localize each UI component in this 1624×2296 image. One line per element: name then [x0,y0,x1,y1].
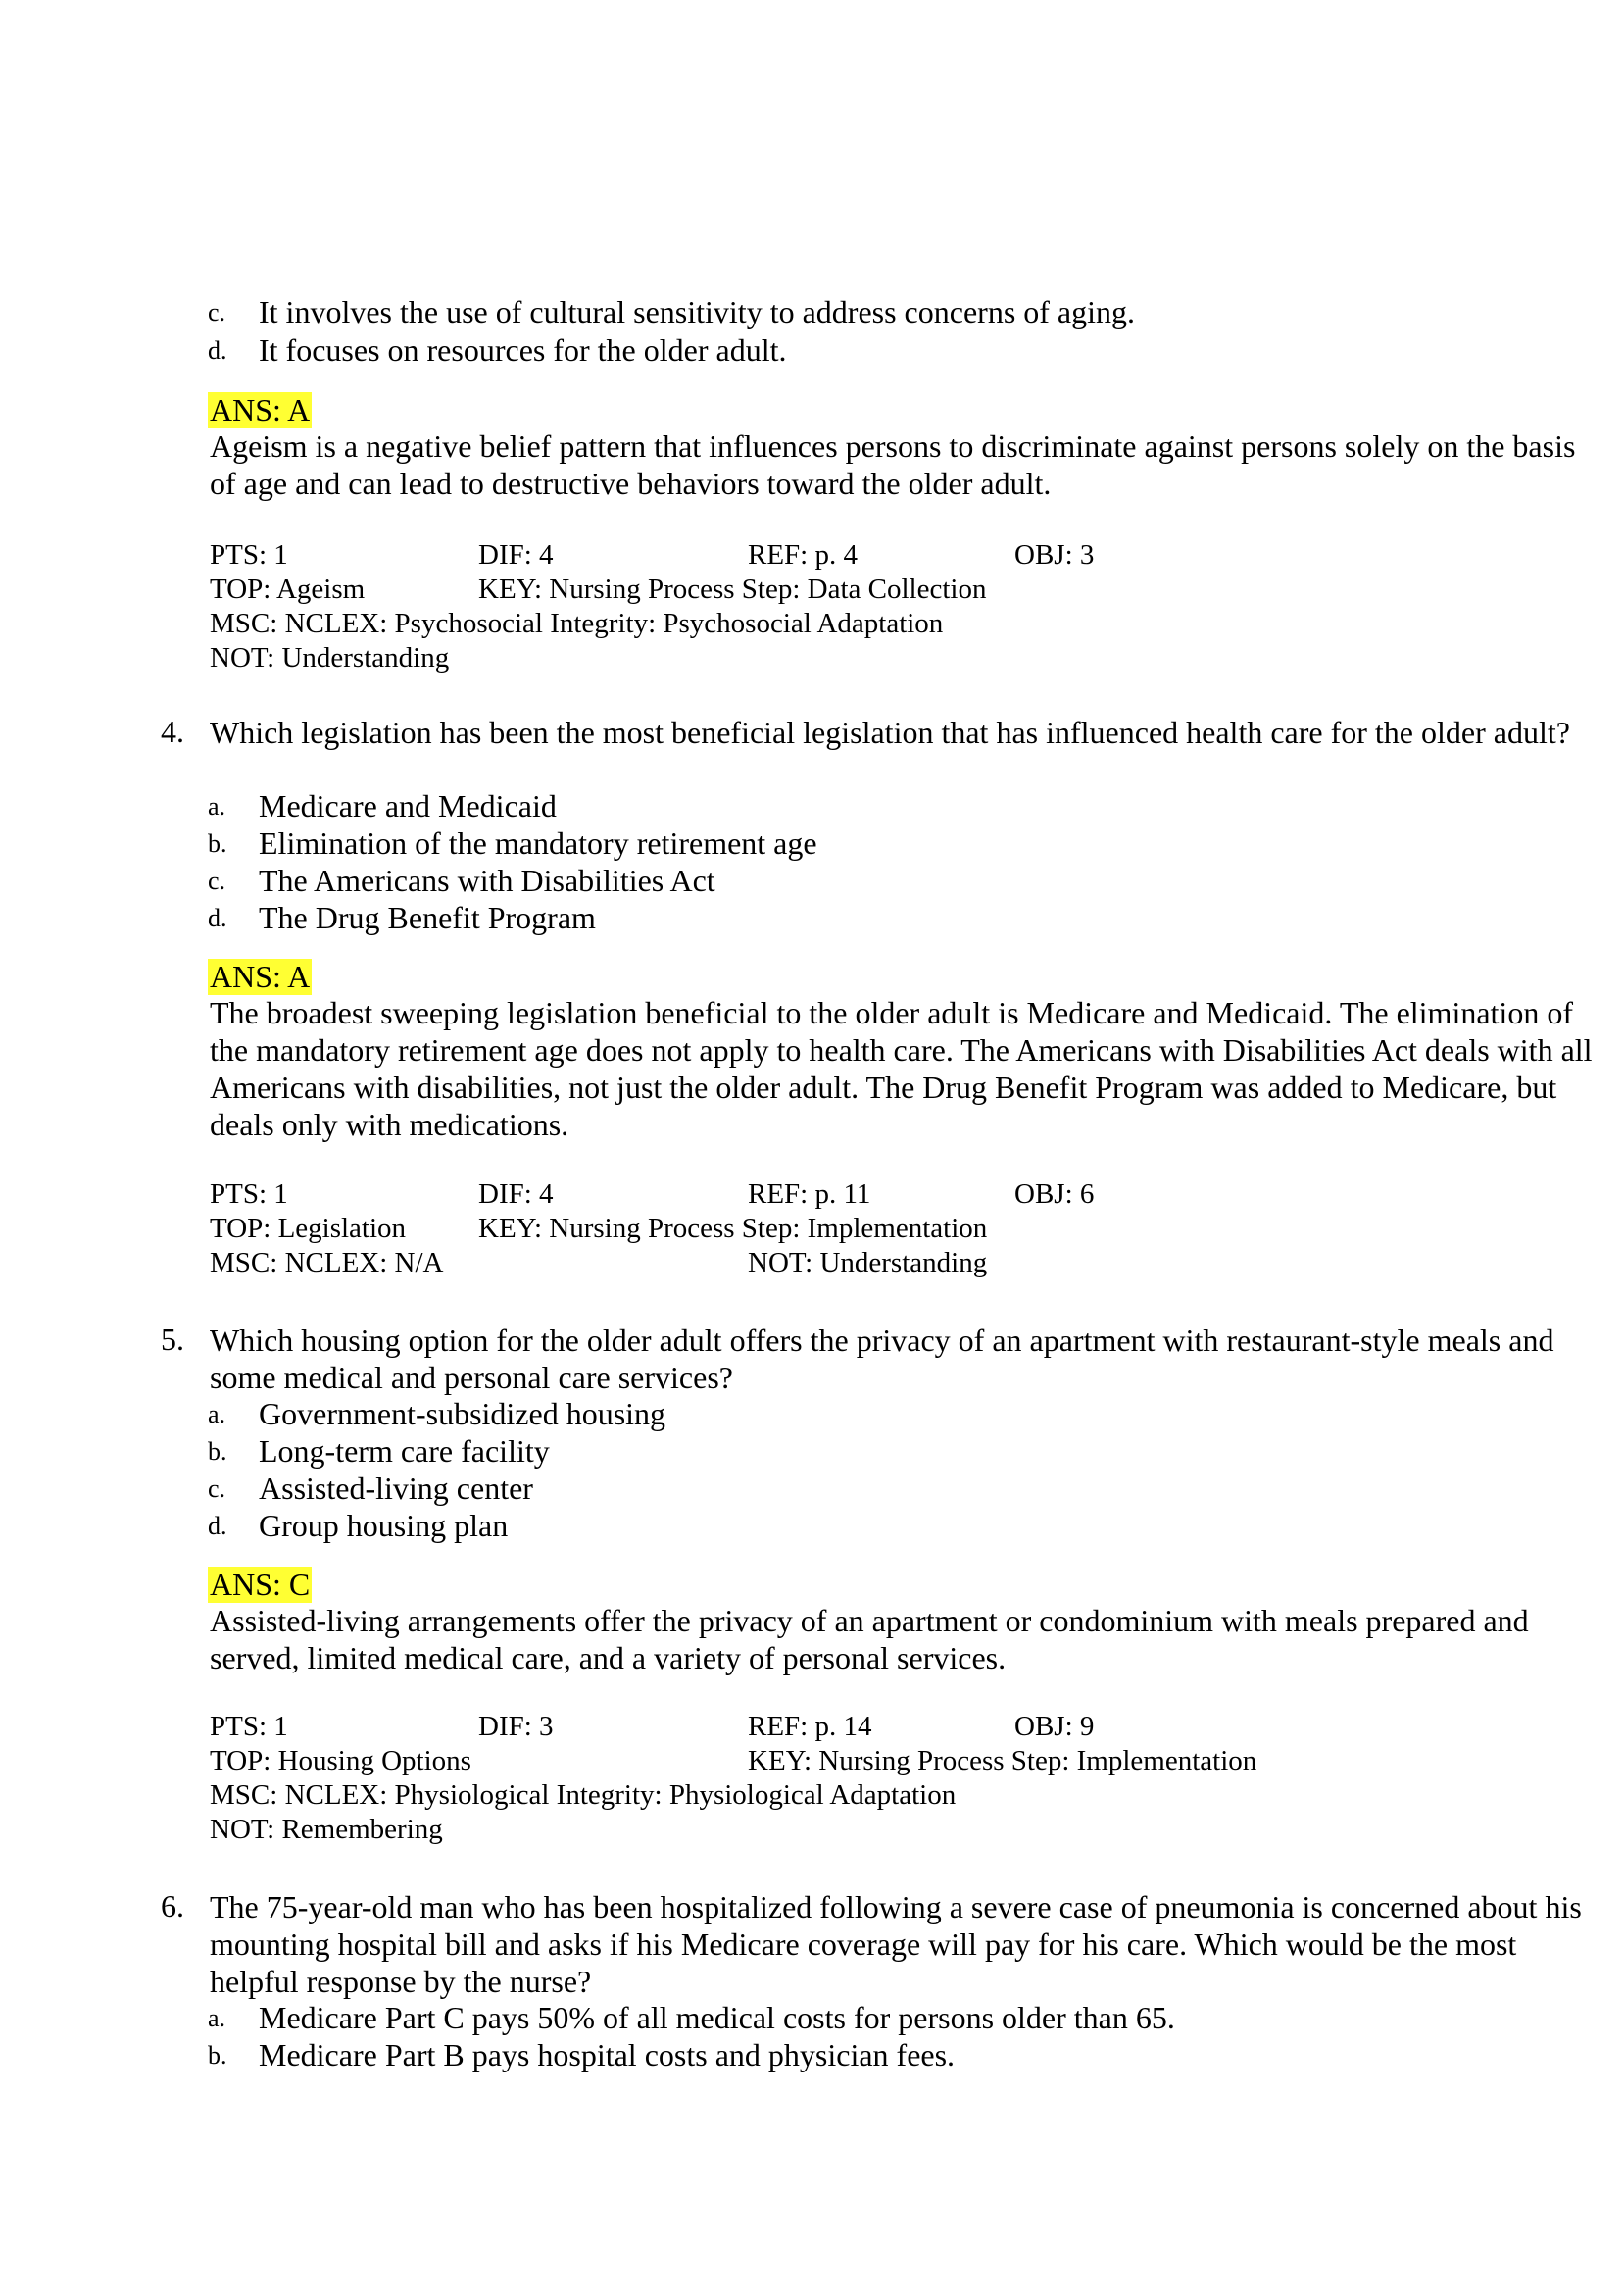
meta-msc: MSC: NCLEX: N/A [210,1247,444,1278]
answer-label: ANS: C [210,1567,311,1602]
option-text: Group housing plan [259,1508,509,1543]
meta-obj: OBJ: 3 [1014,539,1095,571]
option-text: Medicare and Medicaid [259,788,557,824]
option-text: Assisted-living center [259,1471,533,1506]
meta-msc: MSC: NCLEX: Psychosocial Integrity: Psychosocial Adaptation [210,608,944,639]
option-text: Medicare Part C pays 50% of all medical costs for persons older than 65. [259,2000,1175,2035]
meta-not: NOT: Understanding [748,1247,988,1278]
option-letter: a. [208,2004,226,2032]
meta-dif: DIF: 3 [478,1711,554,1742]
option-text: It involves the use of cultural sensitivity to address concerns of aging. [259,294,1136,329]
option-text: The Americans with Disabilities Act [259,863,715,898]
option-letter: b. [208,1437,227,1466]
meta-pts: PTS: 1 [210,539,288,571]
question-number: 6. [161,1888,184,1923]
question-stem: Which legislation has been the most beneficial legislation that has influenced health care for the older adult? [210,715,1570,750]
option-text: Government-subsidized housing [259,1396,666,1431]
meta-ref: REF: p. 14 [748,1711,872,1742]
option-letter: c. [208,1474,226,1503]
question-stem: Which housing option for the older adult offers the privacy of an apartment with restaurant-style meals and some medical and personal care services? [210,1323,1554,1395]
option-letter: b. [208,829,227,858]
meta-top: TOP: Ageism [210,574,366,605]
rationale-text: Assisted-living arrangements offer the privacy of an apartment or condominium with meals prepared and served, limited medical care, and a variety of personal services. [210,1603,1529,1675]
meta-top: TOP: Housing Options [210,1745,471,1776]
meta-ref: REF: p. 4 [748,539,858,571]
option-text: The Drug Benefit Program [259,900,596,935]
option-text: Long-term care facility [259,1433,550,1469]
rationale-text: The broadest sweeping legislation beneficial to the older adult is Medicare and Medicaid. The elimination of the mandatory retirement age does not apply to health care. The Americans with Disabilities Act deals with all Americans with disabilities, not just the older adult. The Drug Benefit Program was added to Medicare, but deals only with medications. [210,995,1593,1142]
option-text: It focuses on resources for the older adult. [259,332,787,368]
option-letter: c. [208,298,226,326]
question-number: 5. [161,1322,184,1357]
question-stem: The 75-year-old man who has been hospitalized following a severe case of pneumonia is concerned about his mounting hospital bill and asks if his Medicare coverage will pay for his care. Which would be the most helpful response by the nurse? [210,1889,1582,1999]
option-letter: b. [208,2041,227,2070]
option-text: Elimination of the mandatory retirement age [259,825,817,861]
meta-key: KEY: Nursing Process Step: Implementation [478,1213,988,1244]
option-letter: d. [208,1512,227,1540]
meta-key: KEY: Nursing Process Step: Implementation [748,1745,1257,1776]
meta-pts: PTS: 1 [210,1711,288,1742]
meta-ref: REF: p. 11 [748,1178,871,1210]
option-letter: d. [208,904,227,932]
meta-key: KEY: Nursing Process Step: Data Collection [478,574,987,605]
option-letter: a. [208,1400,226,1428]
meta-obj: OBJ: 6 [1014,1178,1095,1210]
option-letter: d. [208,336,227,365]
meta-pts: PTS: 1 [210,1178,288,1210]
meta-not: NOT: Understanding [210,642,450,674]
rationale-text: Ageism is a negative belief pattern that influences persons to discriminate against persons solely on the basis of age and can lead to destructive behaviors toward the older adult. [210,428,1576,501]
question-number: 4. [161,714,184,749]
meta-top: TOP: Legislation [210,1213,407,1244]
answer-label: ANS: A [210,392,311,427]
meta-dif: DIF: 4 [478,539,554,571]
option-letter: c. [208,867,226,895]
option-text: Medicare Part B pays hospital costs and physician fees. [259,2037,956,2072]
meta-obj: OBJ: 9 [1014,1711,1095,1742]
meta-not: NOT: Remembering [210,1814,443,1845]
option-letter: a. [208,792,226,821]
meta-msc: MSC: NCLEX: Physiological Integrity: Physiological Adaptation [210,1779,957,1811]
meta-dif: DIF: 4 [478,1178,554,1210]
answer-label: ANS: A [210,959,311,994]
